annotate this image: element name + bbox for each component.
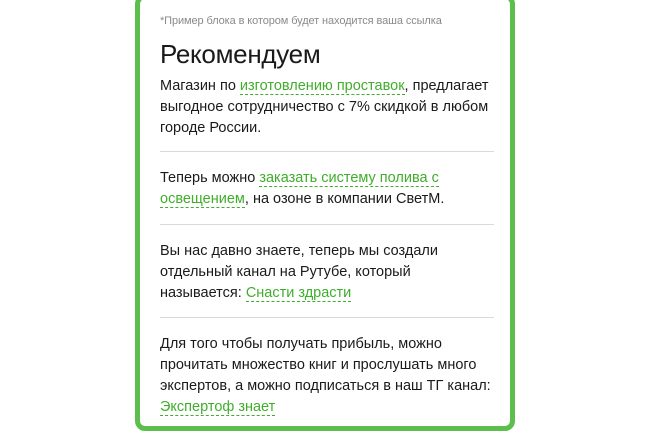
list-item (160, 225, 494, 317)
item-text-before: Теперь можно (160, 170, 260, 186)
recommendation-list (160, 74, 494, 418)
link-order-irrigation-system[interactable]: заказать систему полива с освещением (160, 170, 439, 207)
item-text-before: Магазин по (160, 78, 240, 94)
example-note: *Пример блока в котором будет находится ваша ссылка (160, 15, 442, 27)
list-item (160, 318, 494, 418)
card-title: Рекомендуем (160, 39, 321, 69)
item-text-before: Вы нас давно знаете, теперь мы создали отдельный канал на Рутубе, который называется: (160, 243, 438, 301)
item-text-after: , предлагает выгодное сотрудничество с 7% скидкой в любом городе России. (160, 78, 489, 136)
link-spacer-production[interactable]: изготовлению проставок (239, 78, 405, 94)
recommendation-card (135, 0, 515, 431)
link-rutube-channel[interactable]: Снасти здрасти (245, 285, 352, 301)
list-item (160, 152, 494, 224)
link-telegram-channel[interactable]: Экспертоф знает (160, 399, 276, 415)
item-text-before: Для того чтобы получать прибыль, можно прочитать множество книг и прослушать много экспертов, а можно подписаться в наш ТГ канал: (160, 336, 491, 394)
item-text-after: , на озоне в компании СветМ. (244, 191, 445, 207)
list-item (160, 74, 494, 151)
